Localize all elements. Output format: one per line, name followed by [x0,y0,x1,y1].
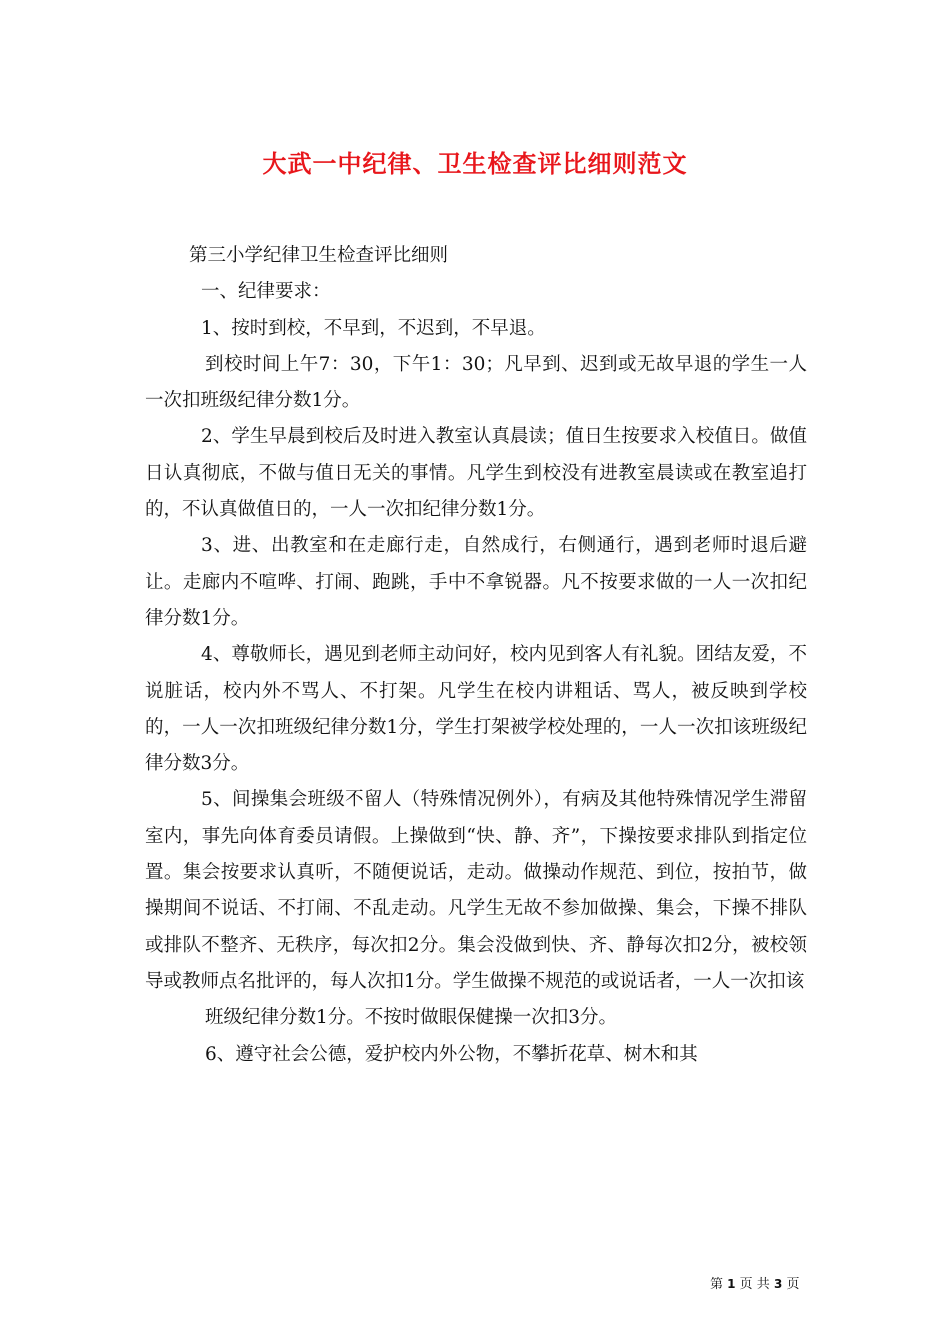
footer-middle: 页 共 [739,1277,770,1292]
section-heading: 一、纪律要求： [201,281,331,303]
footer-prefix: 第 [710,1277,724,1292]
subtitle-paragraph: 第三小学纪律卫生检查评比细则 [189,245,449,266]
document-title: 大武一中纪律、卫生检查评比细则范文 [262,149,688,179]
page-footer [710,1275,799,1294]
rule-paragraph-2: 2、学生早晨到校后及时进入教室认真晨读；值日生按要求入校值日。做值日认真彻底，不做与值日无关的事情。凡学生到校没有进教室晨读或在教室追打的，不认真做值日的，一人一次扣纪律分数1分。 [145,426,807,521]
rule-paragraph-3: 3、进、出教室和在走廊行走，自然成行，右侧通行，遇到老师时退后避让。走廊内不喧哗、打闹、跑跳，手中不拿锐器。凡不按要求做的一人一次扣纪律分数1分。 [145,535,807,629]
footer-current-page: 1 [727,1277,736,1291]
rule-paragraph-6: 6、遵守社会公德，爱护校内外公物，不攀折花草、树木和其 [205,1043,698,1065]
rule-paragraph-5: 5、间操集会班级不留人（特殊情况例外），有病及其他特殊情况学生滞留室内，事先向体育委员请假。上操做到“快、静、齐”，下操按要求排队到指定位置。集会按要求认真听，不随便说话，走动。做操动作规范、到位，按拍节，做操期间不说话、不打闹、不乱走动。凡学生无故不参加做操、集会，下操不排队或排队不整齐、无秩序，每次扣2分。集会没做到快、齐、静每次扣2分，被校领导或教师点名批评的，每人次扣1分。学生做操不规范的或说话者，一人一次扣该 [145,789,807,992]
rule-paragraph-1: 1、按时到校，不早到，不迟到，不早退。 [201,317,546,339]
footer-total-pages: 3 [773,1277,783,1291]
footer-suffix: 页 [786,1277,800,1292]
document-body [145,238,807,1073]
rule-paragraph-4: 4、尊敬师长，遇见到老师主动问好，校内见到客人有礼貌。团结友爱，不说脏话，校内外不骂人、不打架。凡学生在校内讲粗话、骂人，被反映到学校的，一人一次扣班级纪律分数1分，学生打架被学校处理的，一人一次扣该班级纪律分数3分。 [145,644,807,775]
rule-paragraph-5-continued: 班级纪律分数1分。不按时做眼保健操一次扣3分。 [205,1007,618,1029]
rule-paragraph-1-detail: 到校时间上午7：30，下午1：30；凡早到、迟到或无故早退的学生一人一次扣班级纪律分数1分。 [145,353,807,412]
